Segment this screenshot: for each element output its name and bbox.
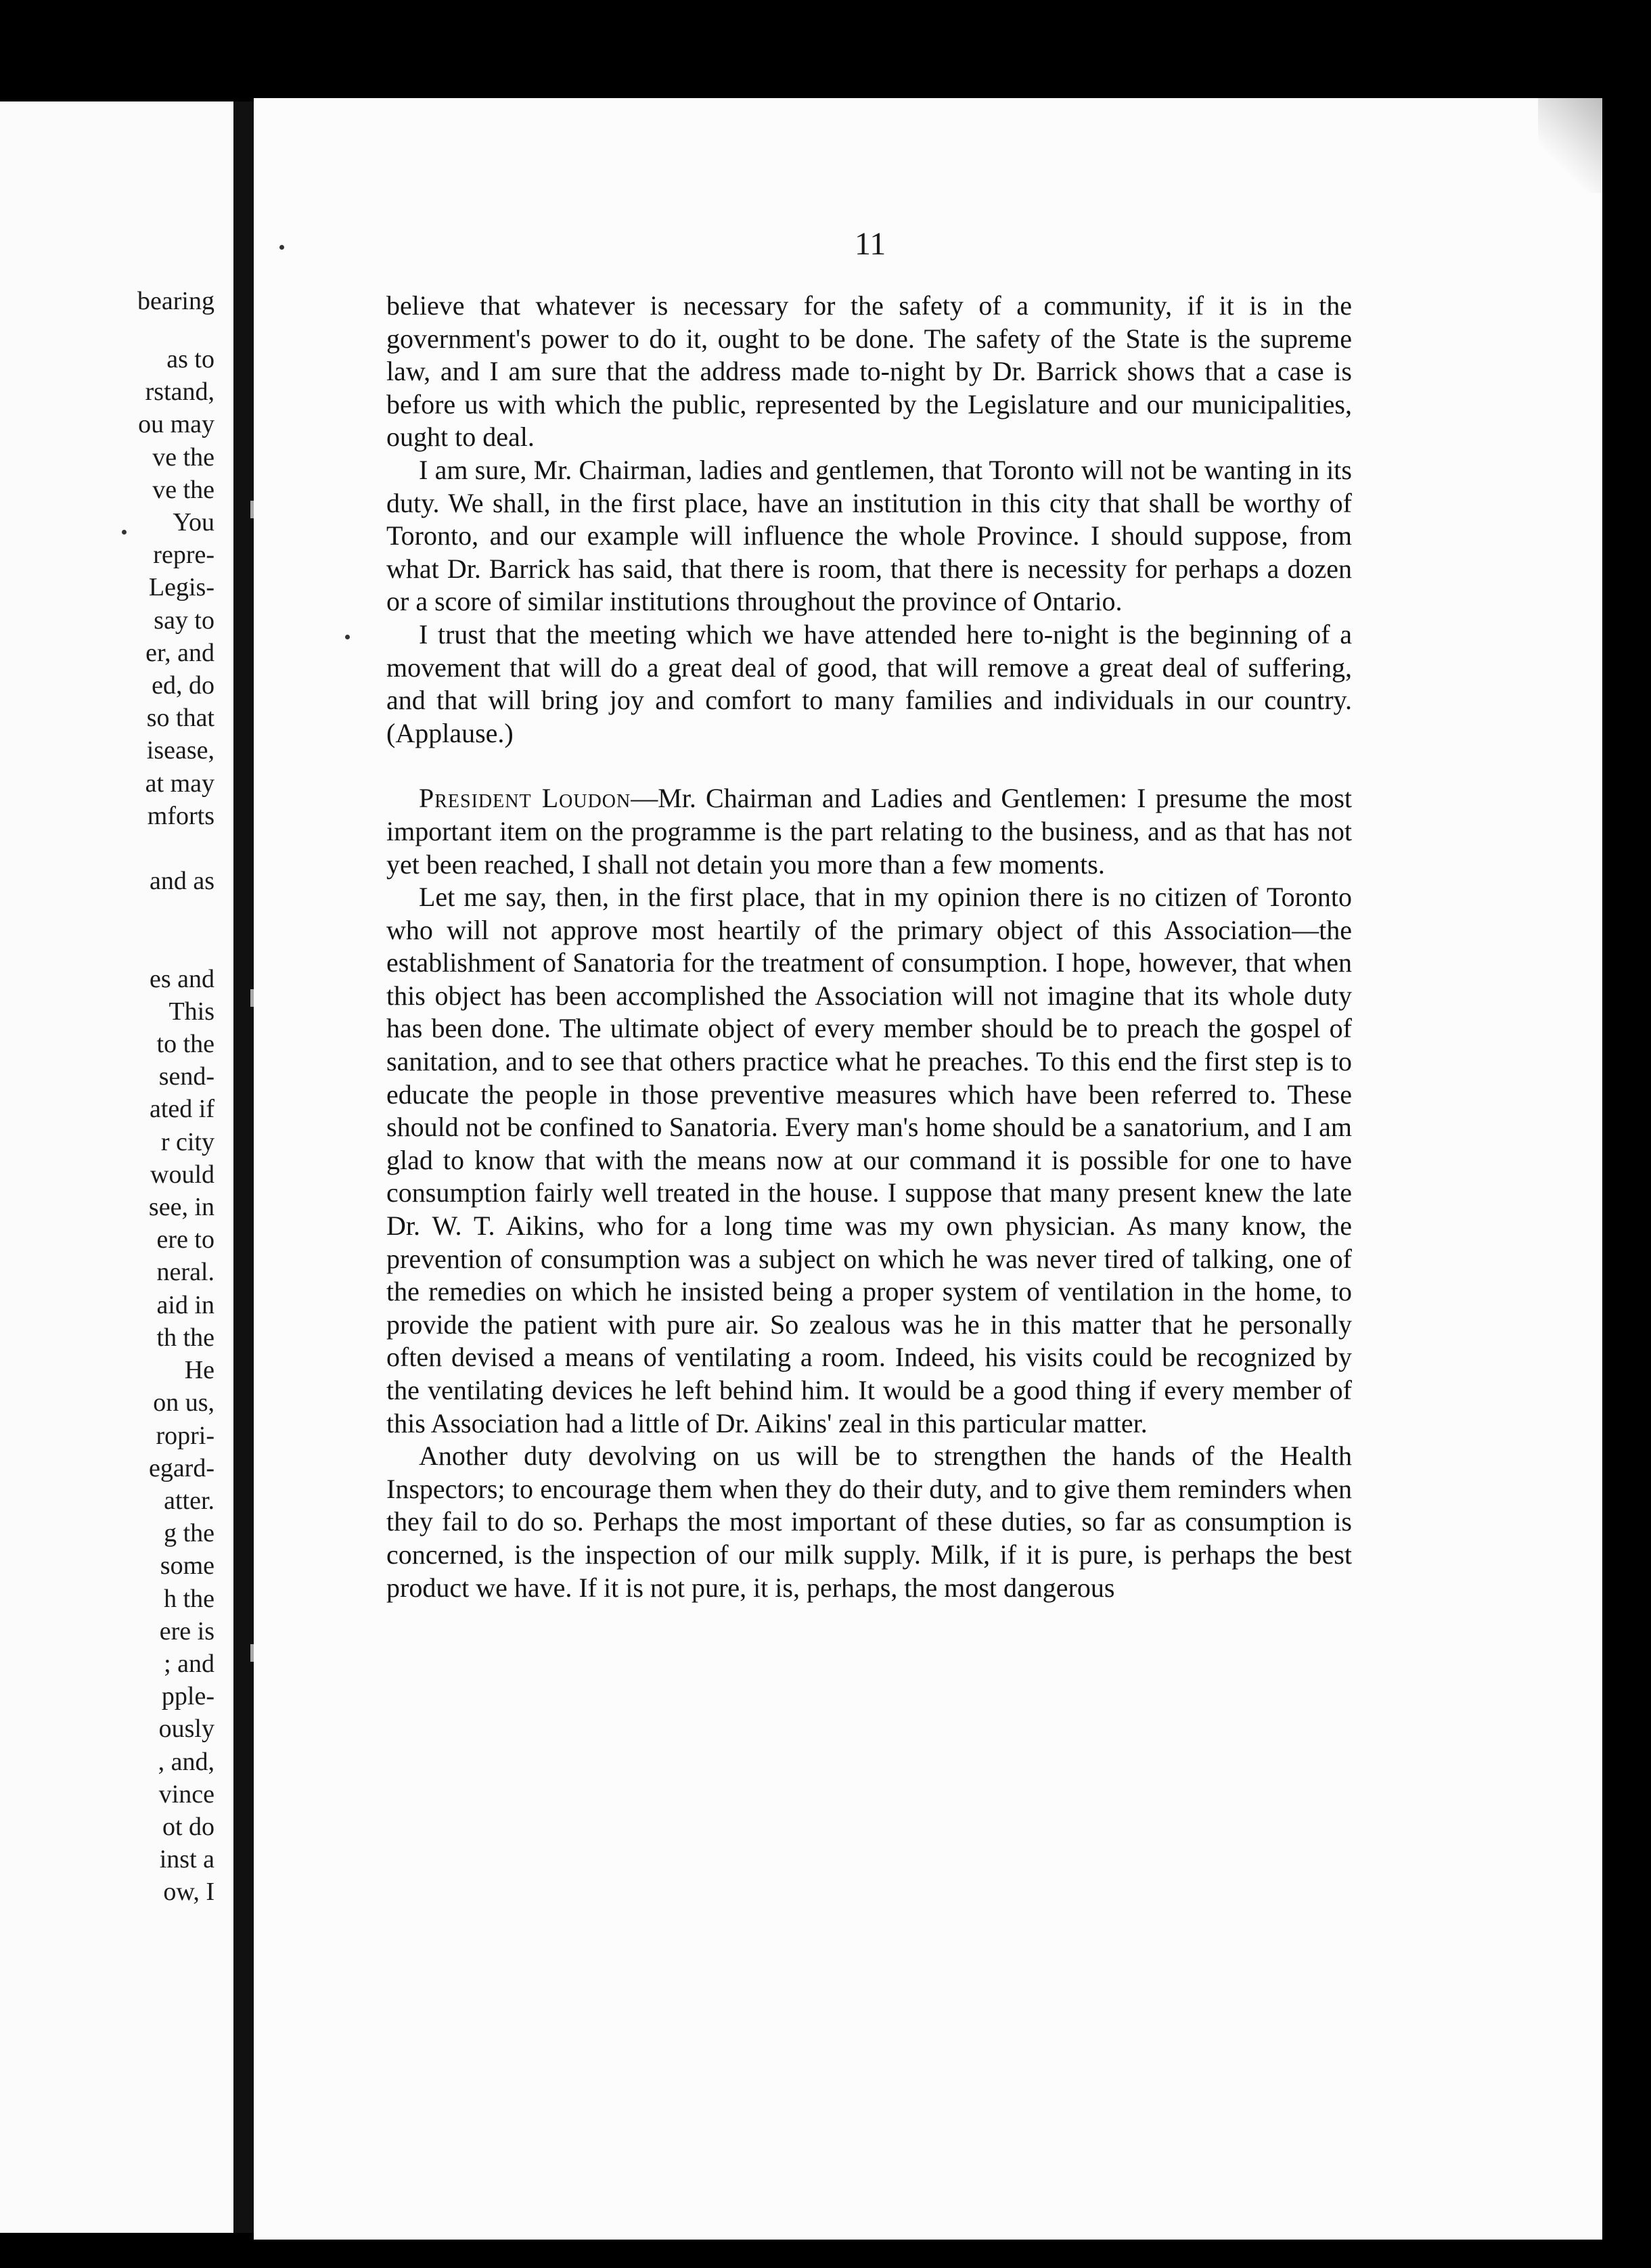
left-page-line: aid in xyxy=(156,1291,214,1319)
left-page-line: Legis- xyxy=(148,573,214,602)
left-page-line: vince xyxy=(158,1780,214,1809)
left-page-line: to the xyxy=(156,1030,214,1058)
specks xyxy=(122,530,127,535)
specks xyxy=(279,245,284,250)
speaker-name: President Loudon xyxy=(419,783,631,814)
left-page-line: some xyxy=(160,1551,214,1580)
left-page-line: ere to xyxy=(156,1225,214,1254)
paragraph: Another duty devolving on us will be to strengthen the hands of the Health Inspectors; to encourage them when they do their duty, and to give them reminders when they fail to do so. Perhaps the most important of these duties, so far as consumption is concerned, is the inspection of our milk supply. Milk, if it is pure, is perhaps the best product we have. If it is not pure, it is, perhaps, the most dangerous xyxy=(386,1441,1352,1603)
left-page-line: pple- xyxy=(161,1682,214,1710)
left-page-line: th the xyxy=(156,1323,214,1352)
speech-text: —Mr. Chairman and Ladies and Gentlemen: I presume the most important item on the programme is the part relating to the business, and as that has not yet been reached, I shall not detain you more than a few moments. xyxy=(386,783,1352,880)
left-page-line: ou may xyxy=(138,410,214,438)
left-page-line: isease, xyxy=(146,736,214,765)
left-page-fragment xyxy=(0,101,233,2233)
left-page-line: ve the xyxy=(152,476,214,504)
paragraph: believe that whatever is necessary for the safety of a community, if it is in the government's power to do it, ought to be done. The safety of the State is the supreme law, and I am sure that the address made to-night by Dr. Barrick shows that a case is before us with which the public, represented by the Legislature and our municipalities, ought to deal. xyxy=(386,290,1352,453)
left-page-line: and as xyxy=(149,867,214,895)
left-page-line: rstand, xyxy=(145,378,214,406)
left-page-line: egard- xyxy=(148,1454,214,1482)
left-page-line: ropri- xyxy=(156,1422,214,1450)
left-page-line: g the xyxy=(164,1519,214,1547)
left-page-line: on us, xyxy=(153,1388,214,1417)
left-page-line: atter. xyxy=(164,1487,214,1515)
left-page-line: You xyxy=(173,508,214,537)
left-page-line: ously xyxy=(158,1715,214,1743)
left-page-line: bearing xyxy=(137,287,214,315)
left-page-line: es and xyxy=(149,965,214,993)
left-page-line: at may xyxy=(145,769,214,798)
left-page-line: ated if xyxy=(149,1095,214,1123)
left-page-line: ed, do xyxy=(152,671,214,700)
left-page-line: , and, xyxy=(158,1748,214,1776)
right-page xyxy=(254,98,1602,2240)
left-page-line: see, in xyxy=(148,1193,214,1221)
left-page-line: ; and xyxy=(164,1650,214,1678)
paragraph: I am sure, Mr. Chairman, ladies and gentlemen, that Toronto will not be wanting in its duty. We shall, in the first place, have an institution in this city that shall be worthy of Toronto, and our example will influence the whole Province. I should suppose, from what Dr. Barrick has said, that there is room, that there is necessity for perhaps a dozen or a score of similar institutions throughout the province of Ontario. xyxy=(386,454,1352,617)
left-page-line: ere is xyxy=(159,1617,214,1646)
left-page-line: so that xyxy=(146,704,214,732)
left-page-line: h the xyxy=(164,1585,214,1613)
left-page-line: He xyxy=(184,1356,214,1384)
paragraph: Let me say, then, in the first place, that in my opinion there is no citizen of Toronto who will not approve most heartily of the primary object of this Association—the establishment of Sanatoria for the treatment of consumption. I hope, however, that when this object has been accomplished the Association will not imagine that its whole duty has been done. The ultimate object of every member should be to preach the gospel of sanitation, and to see that others practice what he preaches. To this end the first step is to educate the people in those preventive measures which have been referred to. These should not be confined to Sanatoria. Every man's home should be a sanatorium, and I am glad to know that with the means now at our command it is possible for one to have consumption fairly well treated in the house. I suppose that many present knew the late Dr. W. T. Aikins, who for a long time was my own physician. As many know, the prevention of consumption was a subject on which he was never tired of talking, one of the remedies on which he insisted being a proper system of ventilation in the home, to provide the patient with pure air. So zealous was he in this matter that he personally often devised a means of ventilating a room. Indeed, his visits could be recognized by the ventilating devices he left behind him. It would be a good thing if every member of this Association had a little of Dr. Aikins' zeal in this particular matter. xyxy=(386,882,1352,1438)
left-page-line: mforts xyxy=(147,802,214,830)
left-page-line: as to xyxy=(166,345,214,373)
left-page-line: repre- xyxy=(153,541,214,569)
speech-paragraph xyxy=(386,782,1352,881)
paragraph: I trust that the meeting which we have attended here to-night is the beginning of a movement that will do a great deal of good, that will remove a great deal of suffering, and that will bring joy and comfort to many families and individuals in our country. (Applause.) xyxy=(386,618,1352,748)
left-page-line: This xyxy=(168,997,214,1026)
left-page-line: would xyxy=(150,1160,214,1189)
body-text xyxy=(386,290,1352,1604)
left-page-line: ot do xyxy=(162,1813,214,1841)
left-page-line: say to xyxy=(154,606,214,635)
left-page-line: neral. xyxy=(156,1258,214,1286)
left-page-line: r city xyxy=(160,1128,214,1156)
left-page-line: er, and xyxy=(145,639,214,667)
left-page-line: ow, I xyxy=(163,1878,214,1906)
page-number: 11 xyxy=(855,226,886,262)
page-corner-fold xyxy=(1538,98,1602,193)
specks xyxy=(345,635,350,639)
left-page-line: ve the xyxy=(152,443,214,472)
left-page-line: send- xyxy=(158,1062,214,1091)
left-page-line: inst a xyxy=(159,1845,214,1874)
book-spine xyxy=(233,101,254,2233)
